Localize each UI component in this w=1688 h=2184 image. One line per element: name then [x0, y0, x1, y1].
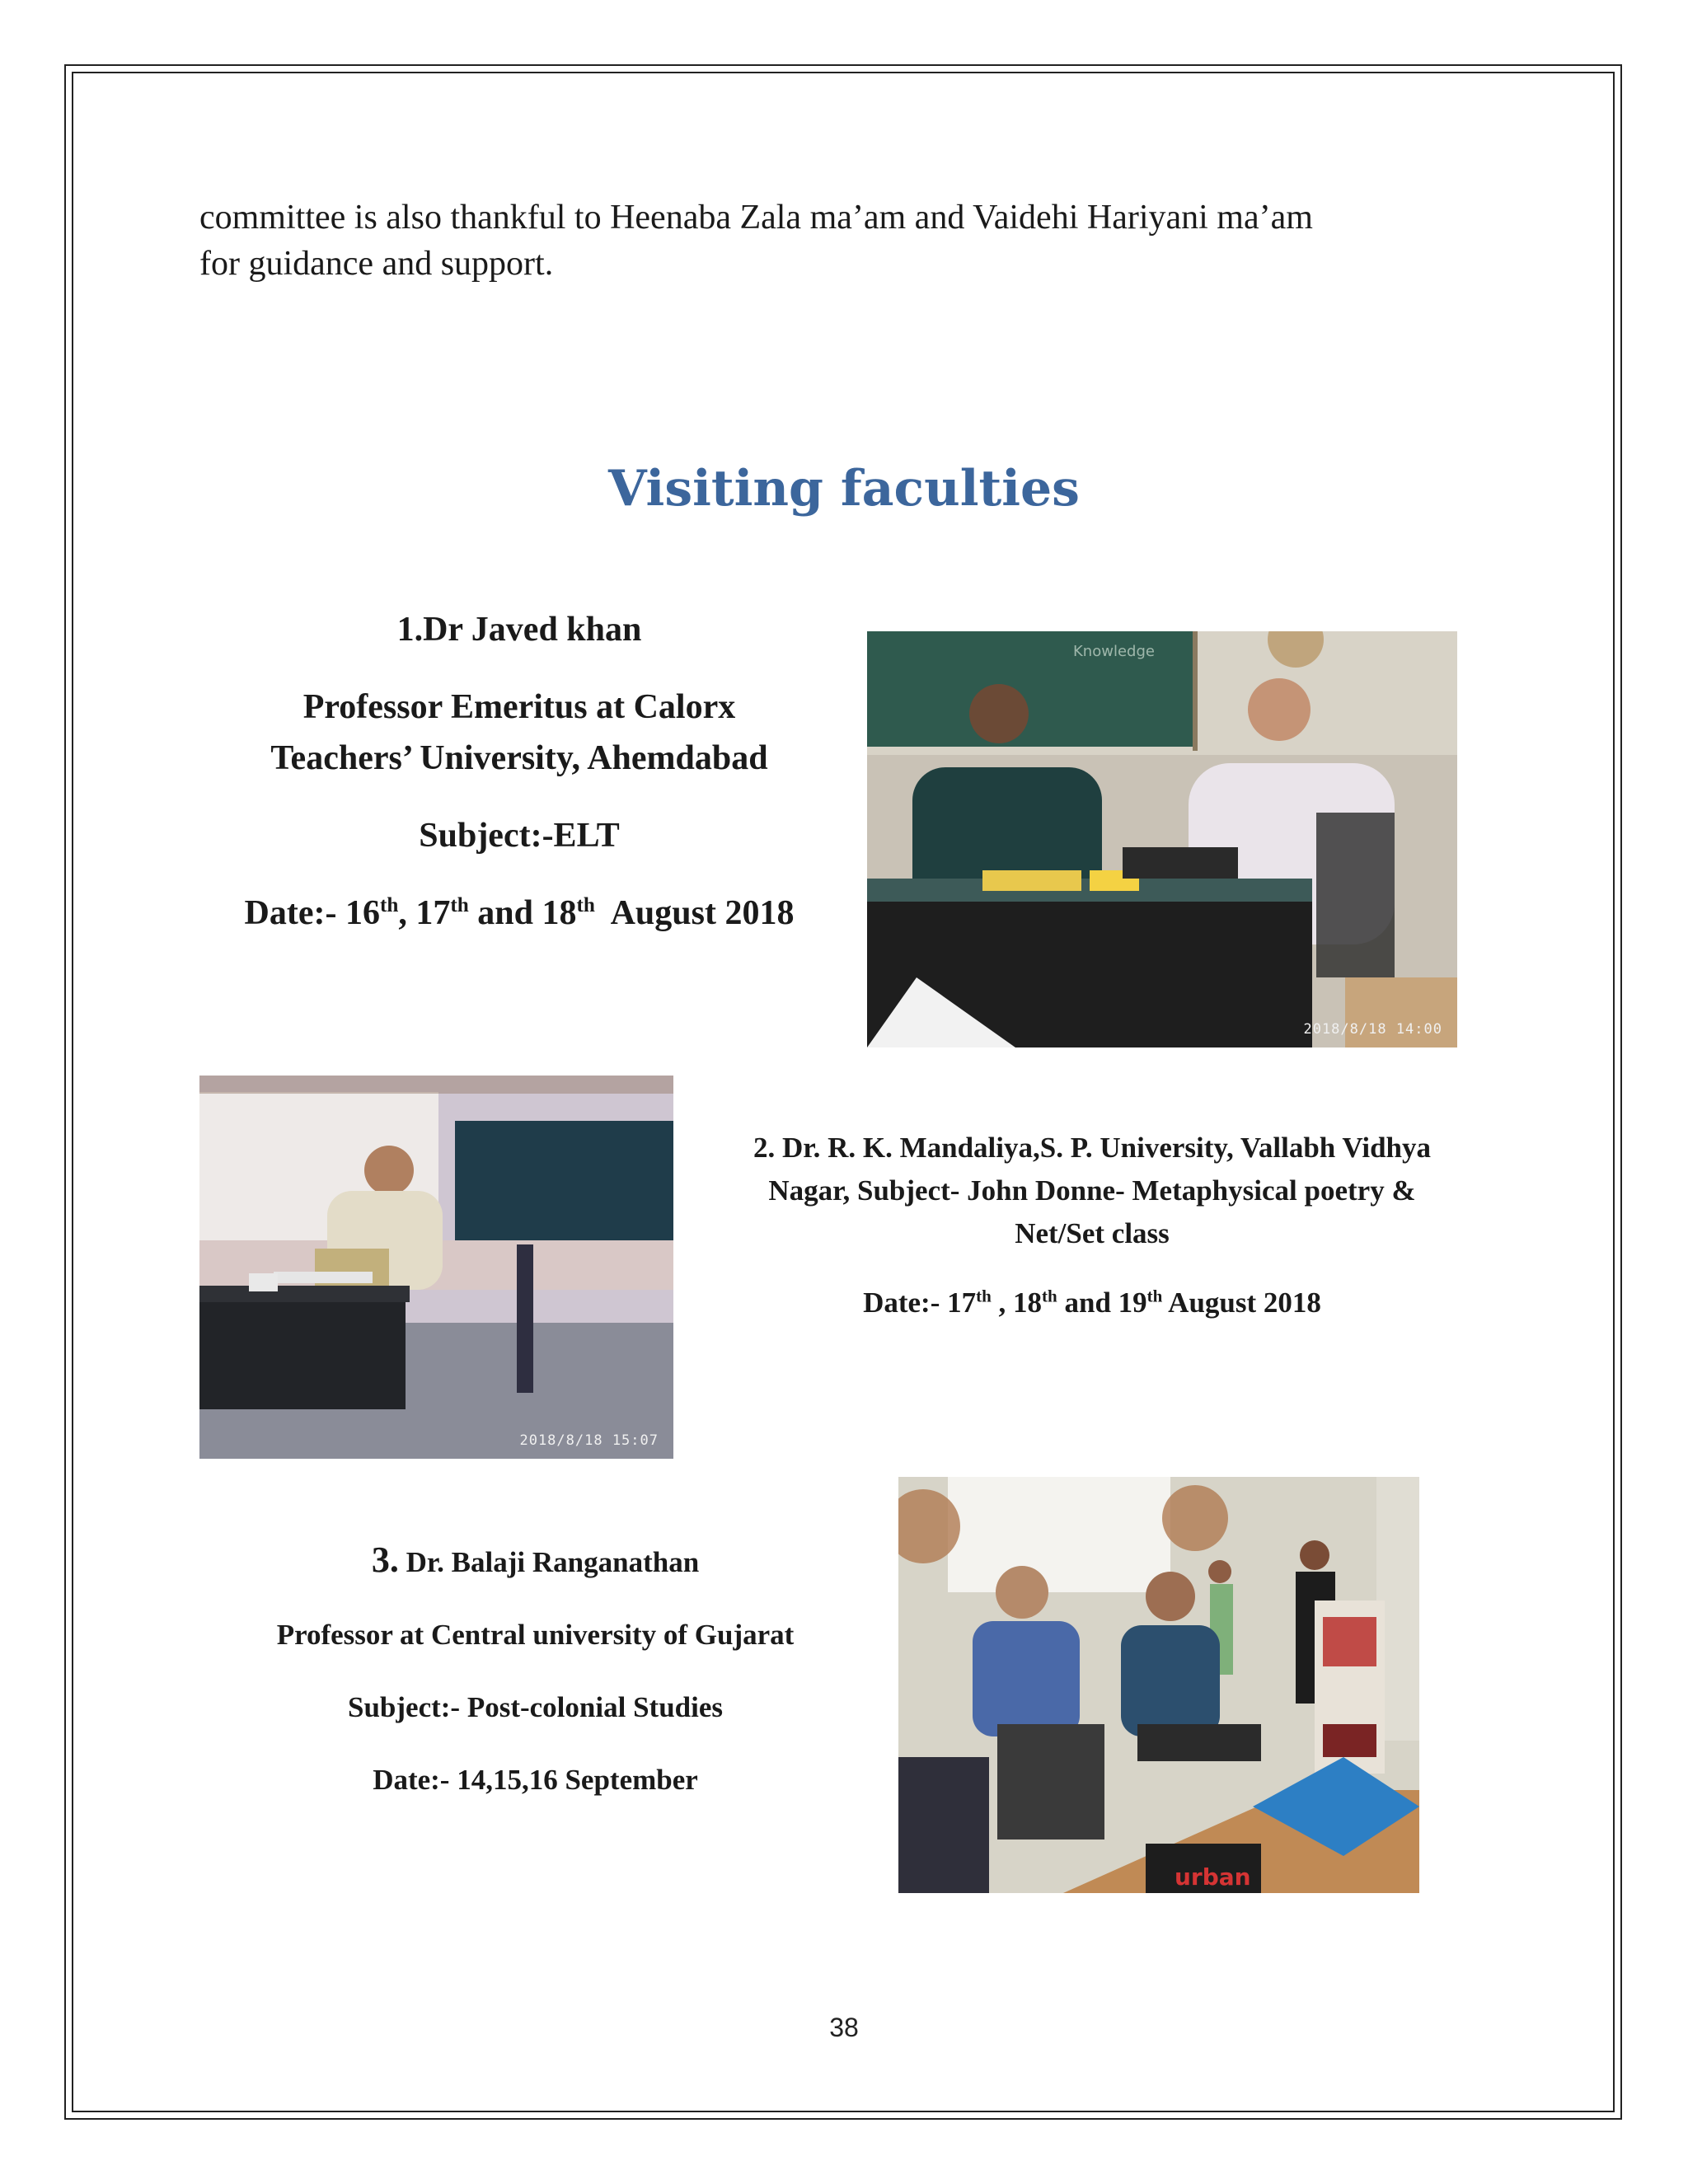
faculty-1-position-line-2: Teachers’ University, Ahemdabad — [270, 739, 768, 777]
faculty-3-date: Date:- 14,15,16 September — [373, 1764, 698, 1796]
faculty-1-name: 1.Dr Javed khan — [396, 611, 642, 649]
faculty-3-subject: Subject:- Post-colonial Studies — [348, 1691, 723, 1723]
faculty-2-line-1: 2. Dr. R. K. Mandaliya,S. P. University, Vallabh Vidhya — [753, 1132, 1432, 1164]
svg-text:urban: urban — [1175, 1863, 1251, 1891]
page-number: 38 — [829, 2013, 859, 2042]
classroom-photo-3 — [898, 1477, 1419, 1893]
faculty-3-text — [199, 1539, 871, 1802]
faculty-2-line-2: Nagar, Subject- John Donne- Metaphysical poetry & — [768, 1174, 1416, 1207]
faculty-1-date: Date:- 16th, 17th and 18th August 2018 — [244, 894, 795, 932]
faculty-2-text — [684, 1127, 1500, 1324]
faculty-2-date: Date:- 17th , 18th and 19th August 2018 — [863, 1286, 1321, 1319]
faculty-3-name-text: Dr. Balaji Ranganathan — [398, 1546, 700, 1578]
section-title: Visiting faculties — [608, 460, 1080, 518]
faculty-3-photo — [898, 1477, 1419, 1893]
faculty-1-position-line-1: Professor Emeritus at Calorx — [302, 688, 736, 726]
faculty-3-name — [199, 1539, 871, 1584]
classroom-photo-2 — [199, 1076, 673, 1459]
faculty-1-photo — [867, 631, 1457, 1047]
faculty-2-line-3: Net/Set class — [1015, 1217, 1170, 1249]
faculty-1-text — [190, 604, 849, 939]
faculty-3-position: Professor at Central university of Gujarat — [276, 1619, 795, 1651]
classroom-photo-1 — [867, 631, 1457, 1047]
faculty-1-subject: Subject:-ELT — [419, 817, 620, 855]
intro-line-2: for guidance and support. — [199, 245, 554, 283]
intro-paragraph — [199, 194, 1485, 287]
faculty-2-photo-timestamp: 2018/8/18 15:07 — [519, 1432, 659, 1449]
faculty-3-number: 3. — [371, 1540, 399, 1580]
faculty-2-photo — [199, 1076, 673, 1459]
faculty-1-photo-timestamp: 2018/8/18 14:00 — [1303, 1021, 1442, 1038]
svg-text:Knowledge: Knowledge — [1073, 643, 1155, 660]
intro-line-1: committee is also thankful to Heenaba Zala ma’am and Vaidehi Hariyani ma’am — [199, 199, 1313, 237]
